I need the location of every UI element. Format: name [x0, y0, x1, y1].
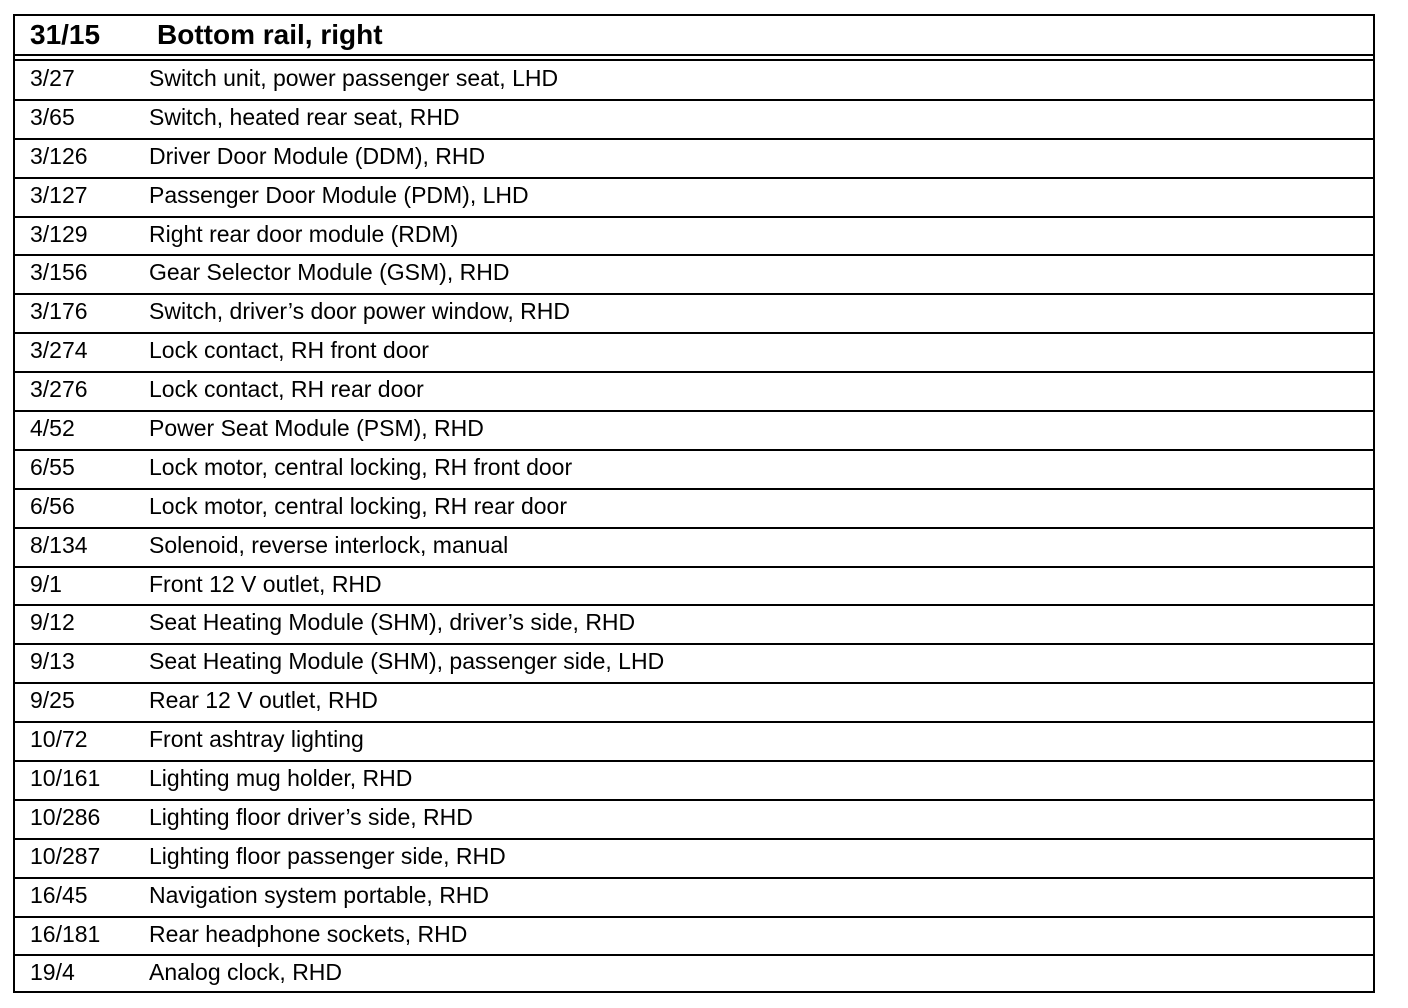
row-code: 19/4 — [30, 959, 75, 986]
row-code: 3/27 — [30, 65, 75, 91]
row-description: Switch, heated rear seat, RHD — [149, 103, 460, 130]
row-code: 9/13 — [30, 648, 75, 675]
row-code: 16/45 — [30, 881, 88, 908]
row-code: 3/126 — [30, 142, 88, 169]
row-description: Right rear door module (RDM) — [149, 220, 459, 247]
row-code: 6/55 — [30, 453, 75, 480]
table-row — [15, 101, 1373, 140]
table-row — [15, 490, 1373, 529]
row-code: 10/72 — [30, 726, 88, 753]
row-description: Power Seat Module (PSM), RHD — [149, 415, 484, 442]
row-code: 4/52 — [30, 415, 75, 442]
row-description: Switch unit, power passenger seat, LHD — [149, 65, 559, 91]
table-body — [15, 62, 1373, 995]
table-row — [15, 412, 1373, 451]
row-code: 6/56 — [30, 492, 75, 519]
row-description: Switch, driver’s door power window, RHD — [149, 298, 570, 325]
header-divider — [15, 59, 1373, 61]
row-code: 16/181 — [30, 920, 101, 947]
row-description: Lighting floor passenger side, RHD — [149, 842, 506, 869]
table-row — [15, 645, 1373, 684]
row-description: Lock contact, RH front door — [149, 337, 429, 364]
table-row — [15, 723, 1373, 762]
row-code: 3/156 — [30, 259, 88, 286]
row-description: Solenoid, reverse interlock, manual — [149, 531, 509, 558]
row-description: Seat Heating Module (SHM), passenger side, LHD — [149, 648, 665, 675]
table-row — [15, 840, 1373, 879]
row-description: Rear 12 V outlet, RHD — [149, 687, 378, 714]
row-description: Lock motor, central locking, RH front door — [149, 453, 573, 480]
table-header — [15, 16, 1373, 56]
row-code: 9/25 — [30, 687, 75, 714]
table-row — [15, 918, 1373, 957]
table-row — [15, 606, 1373, 645]
row-description: Driver Door Module (DDM), RHD — [149, 142, 486, 169]
row-description: Front 12 V outlet, RHD — [149, 570, 382, 597]
component-table — [13, 14, 1375, 993]
table-row — [15, 256, 1373, 295]
table-row — [15, 956, 1373, 995]
row-description: Front ashtray lighting — [149, 726, 364, 753]
row-description: Navigation system portable, RHD — [149, 881, 490, 908]
row-code: 3/127 — [30, 181, 88, 208]
header-title: Bottom rail, right — [157, 19, 383, 50]
row-code: 10/161 — [30, 765, 101, 792]
row-code: 3/176 — [30, 298, 88, 325]
row-description: Passenger Door Module (PDM), LHD — [149, 181, 529, 208]
table-row — [15, 529, 1373, 568]
table-row — [15, 334, 1373, 373]
table-row — [15, 762, 1373, 801]
row-description: Rear headphone sockets, RHD — [149, 920, 468, 947]
row-code: 3/129 — [30, 220, 88, 247]
table-row — [15, 62, 1373, 101]
row-code: 10/286 — [30, 803, 101, 830]
table-row — [15, 684, 1373, 723]
row-code: 10/287 — [30, 842, 101, 869]
table-row — [15, 801, 1373, 840]
row-description: Seat Heating Module (SHM), driver’s side, RHD — [149, 609, 636, 636]
row-description: Lock motor, central locking, RH rear door — [149, 492, 568, 519]
table-row — [15, 879, 1373, 918]
table-row — [15, 218, 1373, 257]
row-description: Gear Selector Module (GSM), RHD — [149, 259, 510, 286]
row-description: Lighting floor driver’s side, RHD — [149, 803, 473, 830]
row-code: 8/134 — [30, 531, 88, 558]
row-description: Lock contact, RH rear door — [149, 376, 424, 403]
table-row — [15, 373, 1373, 412]
row-code: 9/12 — [30, 609, 75, 636]
row-code: 3/274 — [30, 337, 88, 364]
row-description: Lighting mug holder, RHD — [149, 765, 413, 792]
table-row — [15, 140, 1373, 179]
header-code: 31/15 — [30, 19, 101, 50]
table-row — [15, 451, 1373, 490]
table-row — [15, 179, 1373, 218]
row-code: 3/276 — [30, 376, 88, 403]
row-description: Analog clock, RHD — [149, 959, 343, 986]
row-code: 3/65 — [30, 103, 75, 130]
table-row — [15, 568, 1373, 607]
row-code: 9/1 — [30, 570, 62, 597]
table-row — [15, 295, 1373, 334]
